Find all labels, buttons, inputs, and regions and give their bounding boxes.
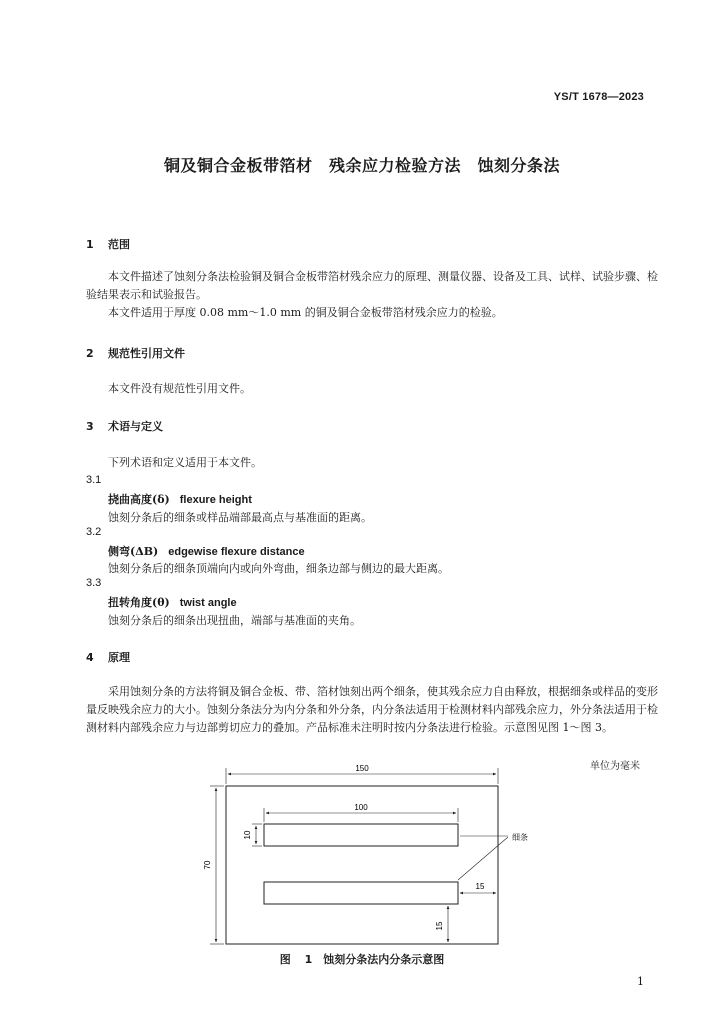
term-definition: 蚀刻分条后的细条或样品端部最高点与基准面的距离。 <box>108 511 372 524</box>
figure-caption: 图 1 蚀刻分条法内分条示意图 <box>279 953 445 966</box>
term-definition: 蚀刻分条后的细条顶端向内或向外弯曲，细条边部与侧边的最大距离。 <box>108 562 449 575</box>
section-title: 术语与定义 <box>108 420 163 433</box>
term-definition: 蚀刻分条后的细条出现扭曲，端部与基准面的夹角。 <box>108 614 361 627</box>
paragraph-text: 本文件适用于厚度 0.08 mm～1.0 mm 的铜及铜合金板带箔材残余应力的检验。 <box>108 306 503 319</box>
paragraph-text: 本文件没有规范性引用文件。 <box>108 382 251 395</box>
section-number: 3 <box>86 420 94 433</box>
section-number: 1 <box>86 238 94 251</box>
paragraph-text: 采用蚀刻分条的方法将铜及铜合金板、带、箔材蚀刻出两个细条，使其残余应力自由释放，根据细条或样品的变形量反映残余应力的大小。蚀刻分条法分为内分条和外分条，内分条法适用于检测材料内部残余应力，外分条法适用于检测材料内部残余应力与边部剪切应力的叠加。产品标准未注明时按内分条法进行检验。示意图见图 1～图 3。 <box>86 685 658 734</box>
strip-width-label: 10 <box>243 830 252 840</box>
section-title: 规范性引用文件 <box>108 347 185 360</box>
bottom-gap-label: 15 <box>435 921 444 931</box>
section-title: 原理 <box>108 651 130 664</box>
term-chinese: 扭转角度(θ) <box>108 596 170 609</box>
term-number: 3.2 <box>86 526 102 538</box>
width-dimension-label: 150 <box>355 764 369 773</box>
unit-note: 单位为毫米 <box>590 761 640 772</box>
term-number: 3.3 <box>86 577 102 589</box>
standard-code: YS/T 1678—2023 <box>553 91 644 103</box>
right-gap-label: 15 <box>475 882 485 891</box>
term-english: twist angle <box>179 597 237 609</box>
paragraph-text: 下列术语和定义适用于本文件。 <box>108 456 262 469</box>
term-chinese: 挠曲高度(δ) <box>108 493 170 506</box>
strip-label: 细条 <box>512 833 528 842</box>
term-english: edgewise flexure distance <box>168 546 305 558</box>
strip-length-label: 100 <box>354 803 368 812</box>
lower-strip <box>264 882 458 904</box>
term-chinese: 侧弯(ΔB) <box>108 545 159 558</box>
section-number: 2 <box>86 347 94 360</box>
page-number: 1 <box>637 975 644 988</box>
term-number: 3.1 <box>86 474 102 486</box>
paragraph-text: 本文件描述了蚀刻分条法检验铜及铜合金板带箔材残余应力的原理、测量仪器、设备及工具、试样、试验步骤、检验结果表示和试验报告。 <box>86 270 658 301</box>
height-dimension-label: 70 <box>203 860 212 870</box>
strip-leader-line <box>458 837 508 880</box>
section-number: 4 <box>86 651 94 664</box>
term-english: flexure height <box>179 494 252 506</box>
upper-strip <box>264 824 458 846</box>
section-title: 范围 <box>108 238 130 251</box>
document-title: 铜及铜合金板带箔材 残余应力检验方法 蚀刻分条法 <box>163 156 560 175</box>
